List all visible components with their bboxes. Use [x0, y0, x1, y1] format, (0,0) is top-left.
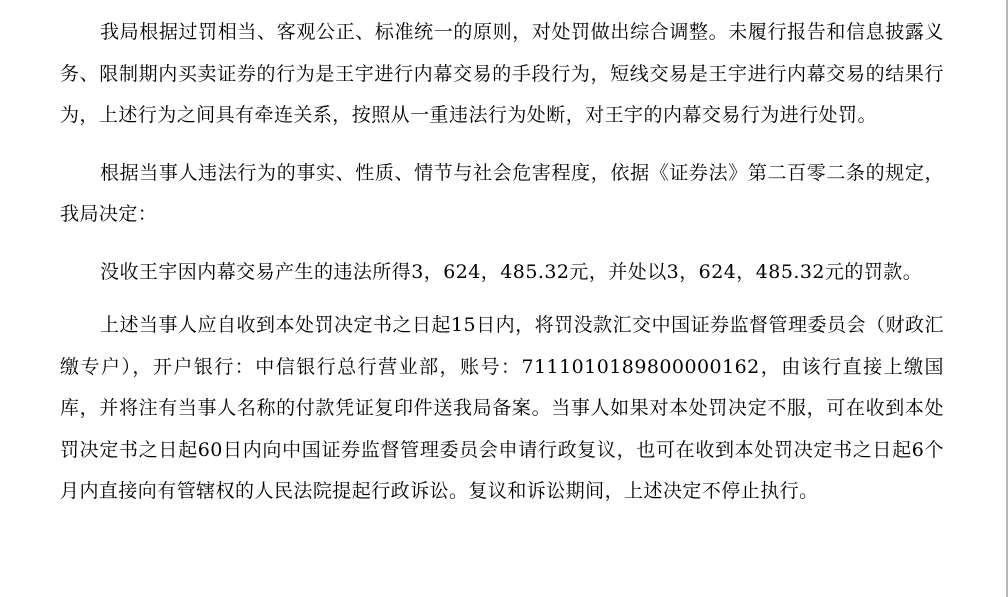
paragraph-payment-and-appeal: 上述当事人应自收到本处罚决定书之日起15日内，将罚没款汇交中国证券监督管理委员会（财政汇缴专户），开户银行：中信银行总行营业部，账号：7111010189800000162，由该行直接上缴国库，并将注有当事人名称的付款凭证复印件送我局备案。当事人如果对本处罚决定不服，可在收到本处罚决定书之日起60日内向中国证券监督管理委员会申请行政复议，也可在收到本处罚决定书之日起6个月内直接向有管辖权的人民法院提起行政诉讼。复议和诉讼期间，上述决定不停止执行。 — [60, 314, 944, 502]
document-body — [60, 12, 944, 529]
paragraph-legal-basis: 根据当事人违法行为的事实、性质、情节与社会危害程度，依据《证券法》第二百零二条的规定，我局决定： — [60, 161, 944, 225]
paragraph-penalty-adjustment: 我局根据过罚相当、客观公正、标准统一的原则，对处罚做出综合调整。未履行报告和信息披露义务、限制期内买卖证券的行为是王宇进行内幕交易的手段行为，短线交易是王宇进行内幕交易的结果行为，上述行为之间具有牵连关系，按照从一重违法行为处断，对王宇的内幕交易行为进行处罚。 — [60, 21, 944, 126]
paragraph-decision: 没收王宇因内幕交易产生的违法所得3，624，485.32元，并处以3，624，485.32元的罚款。 — [100, 260, 923, 283]
